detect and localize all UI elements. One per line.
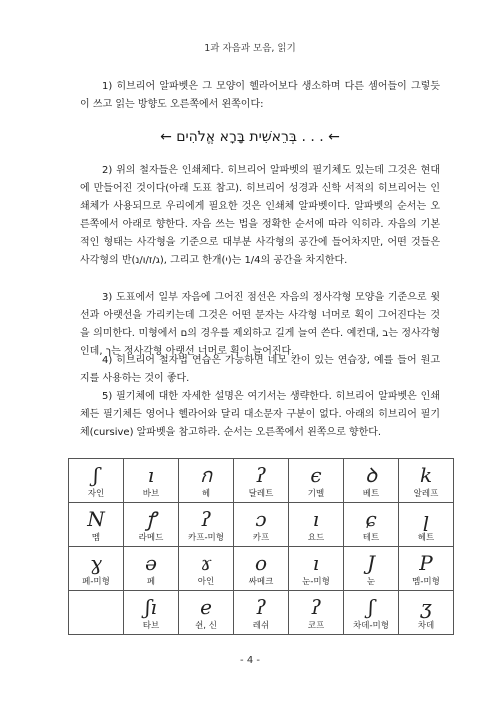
letter-name: 테트 <box>362 533 380 543</box>
cursive-glyph: ꝺ <box>365 463 377 487</box>
letter-cell <box>69 459 124 503</box>
cursive-glyph: N <box>87 507 105 531</box>
letter-cell <box>234 503 289 547</box>
table-row <box>69 547 454 591</box>
letter-name: 눈-미형 <box>302 577 330 587</box>
letter-name: 코프 <box>307 621 325 631</box>
cursive-glyph: ʃ <box>93 463 99 487</box>
cursive-glyph: ꝭ <box>146 507 156 531</box>
cursive-glyph: ʒ <box>420 595 432 619</box>
paragraph-3: 3) 도표에서 일부 자음에 그어진 점선은 자음의 정사각형 모양을 기준으로 윗선과 아랫선을 가리키는데 그것은 어떤 문자는 사각형 너머로 획이 그어진다는 것을 의미한다. 미형에서 ם의 경우를 제외하고 길게 늘여 쓴다. 예컨대, ב는 정사각형인데, ך는 정사각형 아랫선 너머로 획이 늘어진다. <box>80 292 440 357</box>
letter-cell <box>289 459 344 503</box>
letter-name: 쉰, 신 <box>195 621 217 631</box>
letter-name: 카프-미형 <box>188 533 224 543</box>
letter-cell <box>234 459 289 503</box>
letter-name: 페 <box>146 577 156 587</box>
table-row <box>69 591 454 635</box>
paragraph-4: 4) 히브리어 철자법 연습은 가능하면 네모 칸이 있는 연습장, 예를 들어 원고지를 사용하는 것이 좋다. <box>80 355 440 384</box>
letter-name: 기멜 <box>307 489 325 499</box>
letter-cell <box>289 503 344 547</box>
letter-cell <box>124 459 179 503</box>
letter-name: 레쉬 <box>252 621 270 631</box>
letter-name: 알레프 <box>413 489 439 499</box>
page-header: 1과 자음과 모음, 읽기 <box>204 43 296 54</box>
cursive-glyph: ɤ <box>200 551 212 575</box>
letter-name: 차데-미형 <box>353 621 389 631</box>
cursive-glyph: o <box>254 551 268 575</box>
letter-cell <box>124 547 179 591</box>
letter-cell <box>344 459 399 503</box>
page-number: - 4 - <box>240 655 260 666</box>
cursive-glyph: ϵ <box>310 463 322 487</box>
letter-cell <box>289 547 344 591</box>
letter-cell <box>399 591 454 635</box>
letter-name: 헤 <box>201 489 211 499</box>
cursive-glyph: ı <box>312 507 320 531</box>
letter-cell <box>179 591 234 635</box>
cursive-glyph: ʔ <box>255 595 267 619</box>
paragraph-5: 5) 필기체에 대한 자세한 설명은 여기서는 생략한다. 히브리어 알파벳은 인쇄체든 필기체든 영어나 헬라어와 달리 대소문자 구분이 없다. 아래의 히브리어 필기체(cursive) 알파벳을 참고하라. 순서는 오른쪽에서 왼쪽으로 향한다. <box>80 391 440 438</box>
cursive-glyph: ʔ <box>200 507 212 531</box>
letter-name: 타브 <box>142 621 160 631</box>
letter-cell <box>399 547 454 591</box>
letter-cell <box>344 503 399 547</box>
cursive-glyph: ə <box>145 551 157 575</box>
cursive-glyph: ɣ <box>90 551 102 575</box>
letter-name: 헤트 <box>417 533 435 543</box>
cursive-glyph: ı <box>312 551 320 575</box>
letter-name: 카프 <box>252 533 270 543</box>
letter-cell <box>69 547 124 591</box>
cursive-glyph: ʃ <box>368 595 374 619</box>
cursive-glyph: ı <box>147 463 155 487</box>
letter-name: 눈 <box>366 577 376 587</box>
cursive-glyph: J <box>366 551 376 575</box>
letter-cell <box>344 591 399 635</box>
letter-cell <box>124 503 179 547</box>
letter-cell <box>234 547 289 591</box>
letter-name: 바브 <box>142 489 160 499</box>
letter-cell <box>234 591 289 635</box>
letter-name: 멤 <box>91 533 101 543</box>
letter-name: 멤-미형 <box>412 577 440 587</box>
letter-cell <box>399 503 454 547</box>
letter-name: 자인 <box>87 489 105 499</box>
cursive-alphabet-table <box>68 458 454 635</box>
empty-cell <box>69 591 124 635</box>
cursive-glyph: ʔ <box>310 595 322 619</box>
letter-cell <box>179 503 234 547</box>
cursive-glyph: ʔ <box>255 463 267 487</box>
cursive-glyph: ɕ <box>365 507 377 531</box>
letter-cell <box>399 459 454 503</box>
letter-name: 라메드 <box>138 533 164 543</box>
paragraph-2: 2) 위의 철자들은 인쇄체다. 히브리어 알파벳의 필기체도 있는데 그것은 현대에 만들어진 것이다(아래 도표 참고). 히브리어 성경과 신학 서적의 히브리어는 인쇄체가 사용되므로 우리에게 필요한 것은 인쇄체 알파벳이다. 알파벳의 순서는 오른쪽에서 아래로 향한다. 자음 쓰는 법을 정확한 순서에 따라 익히라. 자음의 기본적인 형태는 사각형을 기준으로 대부분 사각형의 공간에 들어차지만, 어떤 것들은 사각형의 반(ג/ז/ו/נ), 그리고 한개(י)는 1/4의 공간을 차지한다. <box>80 165 440 266</box>
letter-name: 싸메크 <box>248 577 274 587</box>
cursive-glyph: ꞁ <box>422 507 430 531</box>
letter-name: 차데 <box>417 621 435 631</box>
letter-cell <box>289 591 344 635</box>
cursive-glyph: P <box>419 551 433 575</box>
letter-cell <box>69 503 124 547</box>
paragraph-1: 1) 히브리어 알파벳은 그 모양이 헬라어보다 생소하며 다른 셈어들이 그렇듯이 쓰고 읽는 방향도 오른쪽에서 왼쪽이다: <box>80 81 440 110</box>
letter-cell <box>179 459 234 503</box>
letter-name: 베트 <box>362 489 380 499</box>
cursive-glyph: ɔ <box>255 507 267 531</box>
cursive-glyph: k <box>419 463 433 487</box>
letter-name: 요드 <box>307 533 325 543</box>
table-row <box>69 503 454 547</box>
letter-name: 페-미형 <box>82 577 110 587</box>
letter-cell <box>344 547 399 591</box>
cursive-glyph: e <box>200 595 212 619</box>
cursive-glyph: ก <box>199 463 213 487</box>
letter-name: 달레트 <box>248 489 274 499</box>
cursive-glyph: ʃı <box>145 595 157 619</box>
table-row <box>69 459 454 503</box>
letter-name: 아인 <box>197 577 215 587</box>
letter-cell <box>124 591 179 635</box>
hebrew-example-line: ← בְּרֵאשִׁית בָּרָא אֱלֹהִים . . . ← <box>160 129 340 145</box>
letter-cell <box>179 547 234 591</box>
